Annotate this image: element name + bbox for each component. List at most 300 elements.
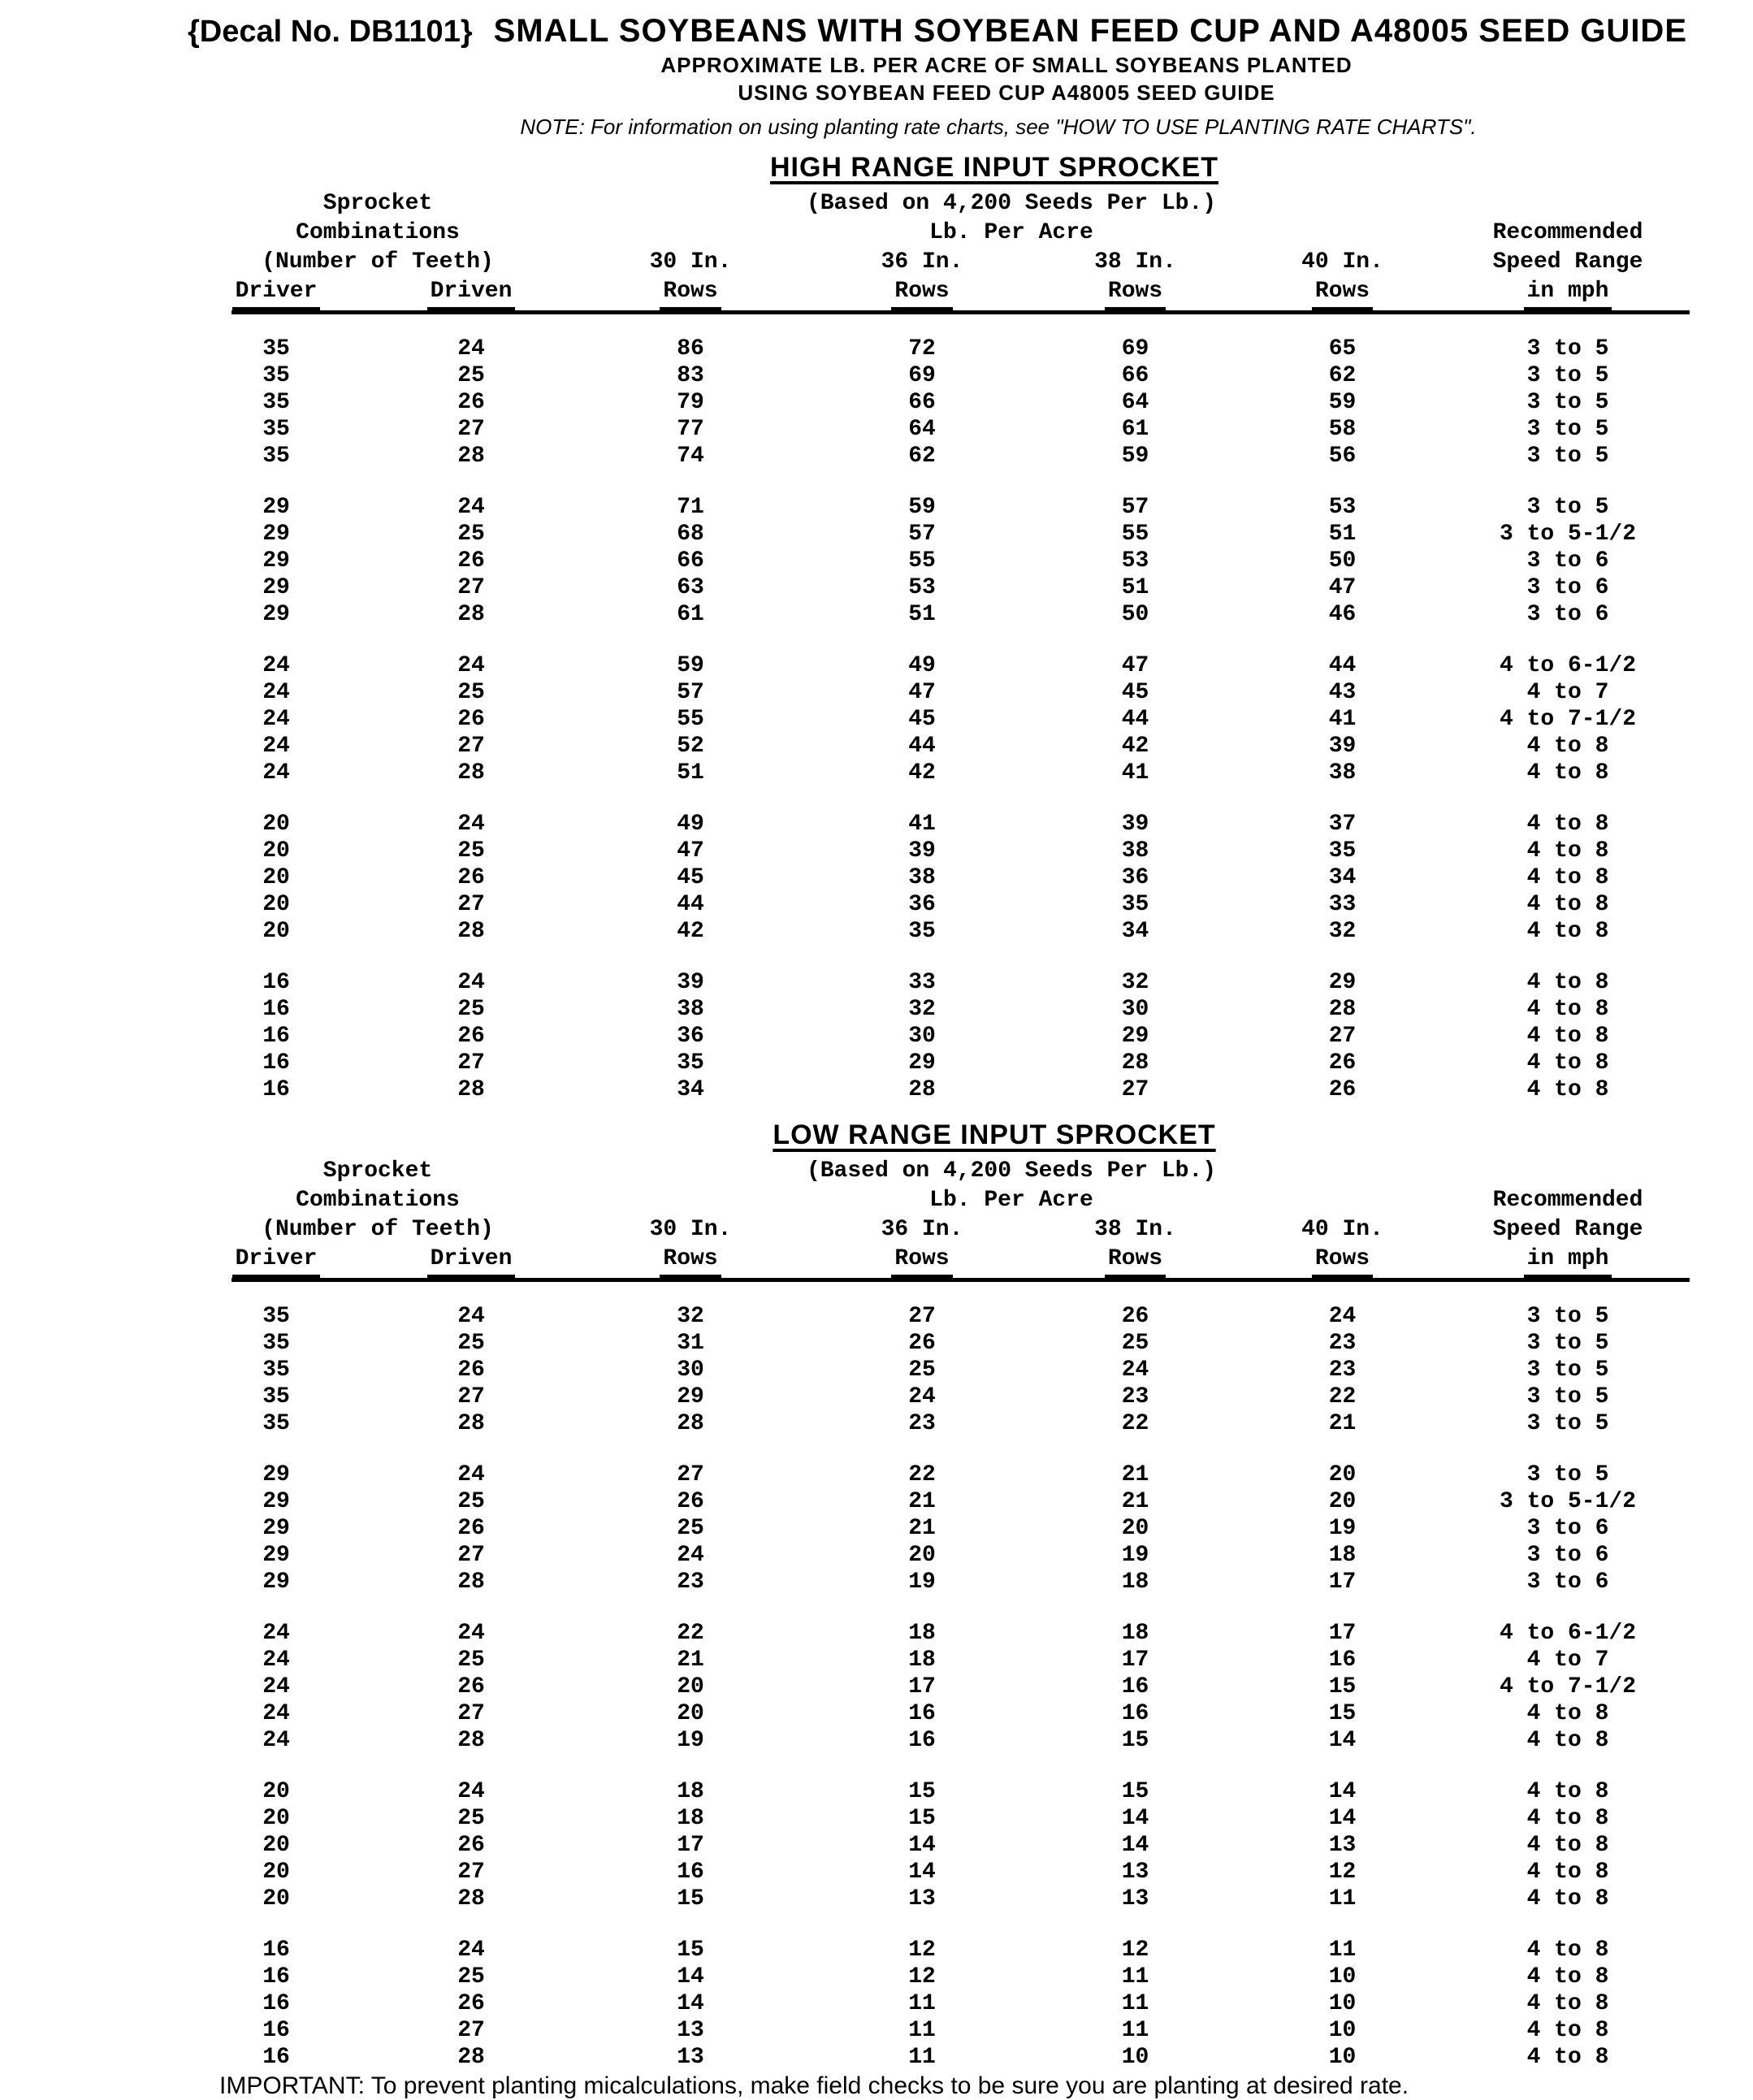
cell-40in-rows: 39 — [1328, 734, 1357, 759]
cell-speed-range: 4 to 7-1/2 — [1499, 1674, 1637, 1699]
cell-speed-range: 4 to 8 — [1526, 1833, 1609, 1858]
cell-driver: 35 — [262, 390, 290, 415]
col-36in-label: 36 In. — [881, 1217, 963, 1242]
cell-36in-rows: 69 — [908, 363, 936, 388]
cell-40in-rows: 21 — [1328, 1411, 1357, 1436]
rows-header-40in — [1235, 1245, 1450, 1278]
cell-driven: 24 — [457, 495, 485, 520]
cell-driver: 16 — [262, 1938, 290, 1963]
cell-30in-rows: 47 — [677, 838, 704, 864]
cell-driver: 35 — [262, 363, 290, 388]
speed-range-label: Speed Range — [1492, 249, 1643, 275]
cell-36in-rows: 27 — [908, 1304, 936, 1329]
cell-driver: 16 — [262, 2045, 290, 2070]
cell-36in-rows: 39 — [908, 838, 936, 864]
cell-30in-rows: 18 — [677, 1779, 704, 1804]
cell-30in-rows: 18 — [677, 1806, 704, 1831]
cell-40in-rows: 11 — [1328, 1886, 1357, 1912]
col-40in-label: 40 In. — [1301, 1217, 1383, 1242]
cell-30in-rows: 16 — [677, 1860, 704, 1885]
cell-38in-rows: 16 — [1121, 1701, 1149, 1726]
cell-30in-rows: 23 — [677, 1570, 704, 1595]
cell-36in-rows: 13 — [908, 1886, 936, 1912]
cell-36in-rows: 15 — [908, 1779, 936, 1804]
cell-driven: 26 — [457, 390, 485, 415]
cell-driven: 24 — [457, 653, 485, 678]
cell-30in-rows: 61 — [677, 602, 704, 627]
cell-38in-rows: 61 — [1121, 417, 1149, 442]
cell-40in-rows: 29 — [1328, 970, 1357, 995]
table-row — [0, 1050, 1753, 1076]
high-range-heading: HIGH RANGE INPUT SPROCKET — [769, 152, 1219, 183]
high-range-table-body — [0, 336, 1753, 1103]
cell-driver: 29 — [262, 1570, 290, 1595]
header-row-3 — [0, 1215, 1753, 1245]
cell-driver: 35 — [262, 1304, 290, 1329]
driven-header-text: Driven — [427, 1245, 516, 1278]
cell-speed-range: 4 to 8 — [1526, 997, 1609, 1022]
cell-driven: 28 — [457, 602, 485, 627]
cell-speed-range: 3 to 5 — [1526, 1462, 1609, 1487]
cell-38in-rows: 27 — [1121, 1077, 1149, 1102]
cell-36in-rows: 18 — [908, 1621, 936, 1646]
cell-driver: 16 — [262, 1077, 290, 1102]
cell-40in-rows: 41 — [1328, 707, 1357, 732]
cell-driver: 16 — [262, 1024, 290, 1049]
cell-38in-rows: 13 — [1121, 1886, 1149, 1912]
cell-driven: 24 — [457, 812, 485, 837]
table-row — [0, 2044, 1753, 2071]
cell-driven: 24 — [457, 1462, 485, 1487]
cell-40in-rows: 10 — [1328, 1964, 1357, 1990]
cell-driven: 25 — [457, 1964, 485, 1990]
table-row — [0, 1937, 1753, 1964]
cell-36in-rows: 11 — [908, 2045, 936, 2070]
cell-driver: 24 — [262, 1728, 290, 1753]
cell-30in-rows: 79 — [677, 390, 704, 415]
cell-38in-rows: 18 — [1121, 1570, 1149, 1595]
cell-speed-range: 4 to 8 — [1526, 760, 1609, 786]
cell-driver: 29 — [262, 1462, 290, 1487]
cell-38in-rows: 25 — [1121, 1331, 1149, 1356]
cell-36in-rows: 64 — [908, 417, 936, 442]
cell-driver: 35 — [262, 336, 290, 362]
cell-40in-rows: 10 — [1328, 2045, 1357, 2070]
cell-38in-rows: 14 — [1121, 1806, 1149, 1831]
cell-36in-rows: 55 — [908, 548, 936, 574]
cell-speed-range: 4 to 8 — [1526, 1860, 1609, 1885]
header-row-1 — [0, 189, 1753, 219]
cell-driven: 28 — [457, 2045, 485, 2070]
cell-driver: 20 — [262, 919, 290, 944]
cell-30in-rows: 27 — [677, 1462, 704, 1487]
in-mph-header-text: in mph — [1524, 1245, 1612, 1278]
table-row — [0, 1515, 1753, 1542]
low-range-heading: LOW RANGE INPUT SPROCKET — [773, 1119, 1216, 1150]
cell-speed-range: 4 to 6-1/2 — [1499, 653, 1637, 678]
cell-38in-rows: 57 — [1121, 495, 1149, 520]
cell-driver: 29 — [262, 1543, 290, 1568]
cell-speed-range: 4 to 8 — [1526, 1886, 1609, 1912]
cell-driver: 20 — [262, 1806, 290, 1831]
cell-38in-rows: 14 — [1121, 1833, 1149, 1858]
cell-40in-rows: 17 — [1328, 1570, 1357, 1595]
cell-38in-rows: 51 — [1121, 575, 1149, 600]
cell-speed-range: 3 to 5 — [1526, 1304, 1609, 1329]
cell-speed-range: 4 to 8 — [1526, 1806, 1609, 1831]
cell-30in-rows: 19 — [677, 1728, 704, 1753]
cell-speed-range: 3 to 5 — [1526, 1331, 1609, 1356]
table-row — [0, 1964, 1753, 1990]
header-row-4 — [0, 277, 1753, 310]
cell-38in-rows: 21 — [1121, 1489, 1149, 1514]
cell-speed-range: 3 to 5 — [1526, 444, 1609, 469]
cell-40in-rows: 16 — [1328, 1648, 1357, 1673]
cell-36in-rows: 18 — [908, 1648, 936, 1673]
header-row-2 — [0, 1186, 1753, 1215]
cell-driven: 27 — [457, 1543, 485, 1568]
number-of-teeth-label: (Number of Teeth) — [262, 249, 494, 275]
table-row — [0, 1990, 1753, 2017]
cell-30in-rows: 44 — [677, 892, 704, 917]
cell-30in-rows: 86 — [677, 336, 704, 362]
cell-driver: 35 — [262, 1384, 290, 1409]
col-30in-label: 30 In. — [649, 1217, 732, 1242]
rows-header-text: Rows — [660, 1245, 721, 1278]
table-row — [0, 548, 1753, 574]
sprocket-label: Sprocket — [322, 191, 433, 216]
sprocket-group — [0, 1778, 1753, 1912]
rows-header-30in — [573, 1245, 808, 1278]
in-mph-header-text: in mph — [1524, 277, 1612, 310]
cell-driven: 24 — [457, 336, 485, 362]
cell-40in-rows: 10 — [1328, 1991, 1357, 2016]
cell-driver: 16 — [262, 970, 290, 995]
cell-driven: 27 — [457, 417, 485, 442]
cell-40in-rows: 11 — [1328, 1938, 1357, 1963]
cell-38in-rows: 10 — [1121, 2045, 1149, 2070]
cell-36in-rows: 20 — [908, 1543, 936, 1568]
cell-36in-rows: 16 — [908, 1701, 936, 1726]
cell-38in-rows: 19 — [1121, 1543, 1149, 1568]
table-row — [0, 1647, 1753, 1674]
cell-driver: 24 — [262, 680, 290, 705]
table-row — [0, 1805, 1753, 1832]
table-row — [0, 1076, 1753, 1103]
low-range-table-header — [0, 1157, 1753, 1282]
cell-38in-rows: 11 — [1121, 1991, 1149, 2016]
cell-speed-range: 4 to 8 — [1526, 838, 1609, 864]
cell-38in-rows: 23 — [1121, 1384, 1149, 1409]
col-38in-label: 38 In. — [1094, 249, 1176, 275]
cell-38in-rows: 15 — [1121, 1779, 1149, 1804]
cell-30in-rows: 14 — [677, 1964, 704, 1990]
cell-30in-rows: 45 — [677, 865, 704, 890]
cell-38in-rows: 18 — [1121, 1621, 1149, 1646]
cell-36in-rows: 17 — [908, 1674, 936, 1699]
cell-36in-rows: 15 — [908, 1806, 936, 1831]
in-mph-header — [1450, 1245, 1686, 1278]
cell-driven: 25 — [457, 997, 485, 1022]
cell-driver: 24 — [262, 653, 290, 678]
cell-40in-rows: 27 — [1328, 1024, 1357, 1049]
cell-38in-rows: 20 — [1121, 1516, 1149, 1541]
cell-30in-rows: 57 — [677, 680, 704, 705]
cell-40in-rows: 10 — [1328, 2018, 1357, 2043]
cell-40in-rows: 32 — [1328, 919, 1357, 944]
cell-driver: 29 — [262, 1489, 290, 1514]
lb-per-acre-label: Lb. Per Acre — [929, 1188, 1093, 1213]
table-row — [0, 1727, 1753, 1754]
rows-header-30in — [573, 277, 808, 310]
header-row-3 — [0, 248, 1753, 277]
cell-40in-rows: 47 — [1328, 575, 1357, 600]
cell-speed-range: 3 to 5-1/2 — [1499, 1489, 1637, 1514]
cell-driver: 35 — [262, 1357, 290, 1383]
cell-driven: 24 — [457, 1938, 485, 1963]
decal-number: {Decal No. DB1101} — [187, 15, 473, 49]
cell-driven: 28 — [457, 1886, 485, 1912]
cell-36in-rows: 14 — [908, 1833, 936, 1858]
cell-driver: 16 — [262, 1991, 290, 2016]
cell-36in-rows: 35 — [908, 919, 936, 944]
cell-driven: 26 — [457, 548, 485, 574]
cell-driver: 24 — [262, 734, 290, 759]
cell-40in-rows: 13 — [1328, 1833, 1357, 1858]
table-row — [0, 416, 1753, 443]
cell-30in-rows: 17 — [677, 1833, 704, 1858]
table-row — [0, 864, 1753, 891]
rows-header-text: Rows — [660, 277, 721, 310]
cell-driver: 20 — [262, 1833, 290, 1858]
cell-30in-rows: 28 — [677, 1411, 704, 1436]
cell-36in-rows: 14 — [908, 1860, 936, 1885]
cell-38in-rows: 35 — [1121, 892, 1149, 917]
cell-30in-rows: 83 — [677, 363, 704, 388]
cell-30in-rows: 35 — [677, 1050, 704, 1076]
cell-speed-range: 3 to 6 — [1526, 1516, 1609, 1541]
cell-driven: 28 — [457, 760, 485, 786]
cell-driven: 25 — [457, 1489, 485, 1514]
table-row — [0, 969, 1753, 996]
cell-speed-range: 4 to 8 — [1526, 1964, 1609, 1990]
cell-40in-rows: 51 — [1328, 522, 1357, 547]
sprocket-group — [0, 1620, 1753, 1754]
cell-36in-rows: 26 — [908, 1331, 936, 1356]
cell-speed-range: 3 to 6 — [1526, 575, 1609, 600]
number-of-teeth-label: (Number of Teeth) — [262, 1217, 494, 1242]
table-row — [0, 443, 1753, 470]
sprocket-label: Sprocket — [322, 1158, 433, 1184]
cell-30in-rows: 26 — [677, 1489, 704, 1514]
driver-header — [183, 277, 370, 310]
cell-40in-rows: 28 — [1328, 997, 1357, 1022]
cell-driven: 28 — [457, 919, 485, 944]
subtitle-line-1: APPROXIMATE LB. PER ACRE OF SMALL SOYBEANS PLANTED — [660, 53, 1353, 77]
header-rule — [232, 310, 1690, 314]
driver-header — [183, 1245, 370, 1278]
table-row — [0, 1461, 1753, 1488]
cell-36in-rows: 51 — [908, 602, 936, 627]
sprocket-group — [0, 1303, 1753, 1437]
table-row — [0, 362, 1753, 389]
cell-30in-rows: 66 — [677, 548, 704, 574]
cell-speed-range: 3 to 5 — [1526, 1357, 1609, 1383]
cell-driven: 26 — [457, 1991, 485, 2016]
cell-30in-rows: 77 — [677, 417, 704, 442]
cell-driven: 25 — [457, 1331, 485, 1356]
table-row — [0, 918, 1753, 945]
cell-30in-rows: 71 — [677, 495, 704, 520]
cell-40in-rows: 14 — [1328, 1728, 1357, 1753]
cell-speed-range: 3 to 6 — [1526, 548, 1609, 574]
cell-40in-rows: 33 — [1328, 892, 1357, 917]
cell-driven: 25 — [457, 522, 485, 547]
cell-driver: 24 — [262, 760, 290, 786]
cell-driven: 28 — [457, 1077, 485, 1102]
cell-36in-rows: 33 — [908, 970, 936, 995]
cell-speed-range: 4 to 7 — [1526, 1648, 1609, 1673]
cell-30in-rows: 32 — [677, 1304, 704, 1329]
col-36in-label: 36 In. — [881, 249, 963, 275]
cell-36in-rows: 30 — [908, 1024, 936, 1049]
cell-36in-rows: 38 — [908, 865, 936, 890]
basis-label: (Based on 4,200 Seeds Per Lb.) — [806, 1158, 1217, 1184]
cell-36in-rows: 29 — [908, 1050, 936, 1076]
rows-header-38in — [1036, 1245, 1235, 1278]
cell-driven: 25 — [457, 363, 485, 388]
cell-40in-rows: 50 — [1328, 548, 1357, 574]
cell-40in-rows: 12 — [1328, 1860, 1357, 1885]
cell-driven: 26 — [457, 1674, 485, 1699]
table-row — [0, 1778, 1753, 1805]
table-row — [0, 494, 1753, 521]
important-footer: IMPORTANT: To prevent planting micalculations, make field checks to be sure you are planting at desired rate. — [219, 2072, 1409, 2099]
cell-40in-rows: 19 — [1328, 1516, 1357, 1541]
cell-36in-rows: 22 — [908, 1462, 936, 1487]
cell-30in-rows: 24 — [677, 1543, 704, 1568]
cell-30in-rows: 34 — [677, 1077, 704, 1102]
cell-driven: 27 — [457, 575, 485, 600]
cell-36in-rows: 21 — [908, 1489, 936, 1514]
cell-speed-range: 4 to 6-1/2 — [1499, 1621, 1637, 1646]
rows-header-36in — [808, 1245, 1036, 1278]
cell-driver: 24 — [262, 1621, 290, 1646]
cell-38in-rows: 13 — [1121, 1860, 1149, 1885]
cell-38in-rows: 42 — [1121, 734, 1149, 759]
cell-30in-rows: 42 — [677, 919, 704, 944]
cell-36in-rows: 12 — [908, 1964, 936, 1990]
table-row — [0, 996, 1753, 1023]
rows-header-40in — [1235, 277, 1450, 310]
cell-30in-rows: 15 — [677, 1886, 704, 1912]
sprocket-group — [0, 494, 1753, 628]
cell-40in-rows: 58 — [1328, 417, 1357, 442]
recommended-label: Recommended — [1492, 1188, 1643, 1213]
cell-driver: 16 — [262, 997, 290, 1022]
cell-38in-rows: 69 — [1121, 336, 1149, 362]
cell-driven: 26 — [457, 865, 485, 890]
driven-header-text: Driven — [427, 277, 516, 310]
cell-driven: 24 — [457, 1779, 485, 1804]
table-row — [0, 1383, 1753, 1410]
cell-driver: 24 — [262, 1648, 290, 1673]
table-row — [0, 1674, 1753, 1700]
table-row — [0, 2017, 1753, 2044]
cell-38in-rows: 32 — [1121, 970, 1149, 995]
cell-driver: 29 — [262, 548, 290, 574]
rows-header-36in — [808, 277, 1036, 310]
cell-40in-rows: 37 — [1328, 812, 1357, 837]
cell-38in-rows: 47 — [1121, 653, 1149, 678]
cell-40in-rows: 23 — [1328, 1331, 1357, 1356]
cell-36in-rows: 11 — [908, 1991, 936, 2016]
sprocket-group — [0, 652, 1753, 786]
subtitle-line-2: USING SOYBEAN FEED CUP A48005 SEED GUIDE — [738, 80, 1275, 105]
cell-speed-range: 4 to 8 — [1526, 865, 1609, 890]
cell-36in-rows: 66 — [908, 390, 936, 415]
driven-header — [370, 277, 573, 310]
rows-header-text: Rows — [1312, 277, 1373, 310]
cell-38in-rows: 50 — [1121, 602, 1149, 627]
cell-38in-rows: 28 — [1121, 1050, 1149, 1076]
table-row — [0, 1023, 1753, 1050]
cell-speed-range: 4 to 8 — [1526, 892, 1609, 917]
cell-speed-range: 3 to 5 — [1526, 390, 1609, 415]
cell-36in-rows: 21 — [908, 1516, 936, 1541]
cell-36in-rows: 49 — [908, 653, 936, 678]
cell-driven: 25 — [457, 1806, 485, 1831]
cell-36in-rows: 36 — [908, 892, 936, 917]
header-row-4 — [0, 1245, 1753, 1278]
page-title: SMALL SOYBEANS WITH SOYBEAN FEED CUP AND A48005 SEED GUIDE — [493, 13, 1687, 49]
cell-30in-rows: 15 — [677, 1938, 704, 1963]
rows-header-text: Rows — [891, 1245, 952, 1278]
cell-30in-rows: 25 — [677, 1516, 704, 1541]
table-row — [0, 601, 1753, 628]
cell-40in-rows: 38 — [1328, 760, 1357, 786]
cell-driver: 35 — [262, 417, 290, 442]
rows-header-38in — [1036, 277, 1235, 310]
cell-30in-rows: 68 — [677, 522, 704, 547]
col-40in-label: 40 In. — [1301, 249, 1383, 275]
cell-speed-range: 3 to 5 — [1526, 363, 1609, 388]
cell-driven: 27 — [457, 892, 485, 917]
cell-driver: 20 — [262, 1779, 290, 1804]
high-range-table-header — [0, 189, 1753, 314]
cell-driver: 29 — [262, 495, 290, 520]
in-mph-header — [1450, 277, 1686, 310]
cell-38in-rows: 21 — [1121, 1462, 1149, 1487]
driven-header — [370, 1245, 573, 1278]
cell-driven: 26 — [457, 1833, 485, 1858]
cell-driven: 24 — [457, 970, 485, 995]
cell-driver: 35 — [262, 1411, 290, 1436]
title-line — [0, 11, 1753, 51]
cell-40in-rows: 24 — [1328, 1304, 1357, 1329]
table-row — [0, 1330, 1753, 1357]
cell-40in-rows: 20 — [1328, 1462, 1357, 1487]
cell-driven: 28 — [457, 1728, 485, 1753]
cell-30in-rows: 30 — [677, 1357, 704, 1383]
cell-driver: 29 — [262, 522, 290, 547]
low-range-section — [0, 1118, 1753, 2071]
cell-driven: 27 — [457, 734, 485, 759]
cell-40in-rows: 17 — [1328, 1621, 1357, 1646]
combinations-label: Combinations — [296, 220, 460, 245]
cell-36in-rows: 24 — [908, 1384, 936, 1409]
cell-40in-rows: 14 — [1328, 1806, 1357, 1831]
